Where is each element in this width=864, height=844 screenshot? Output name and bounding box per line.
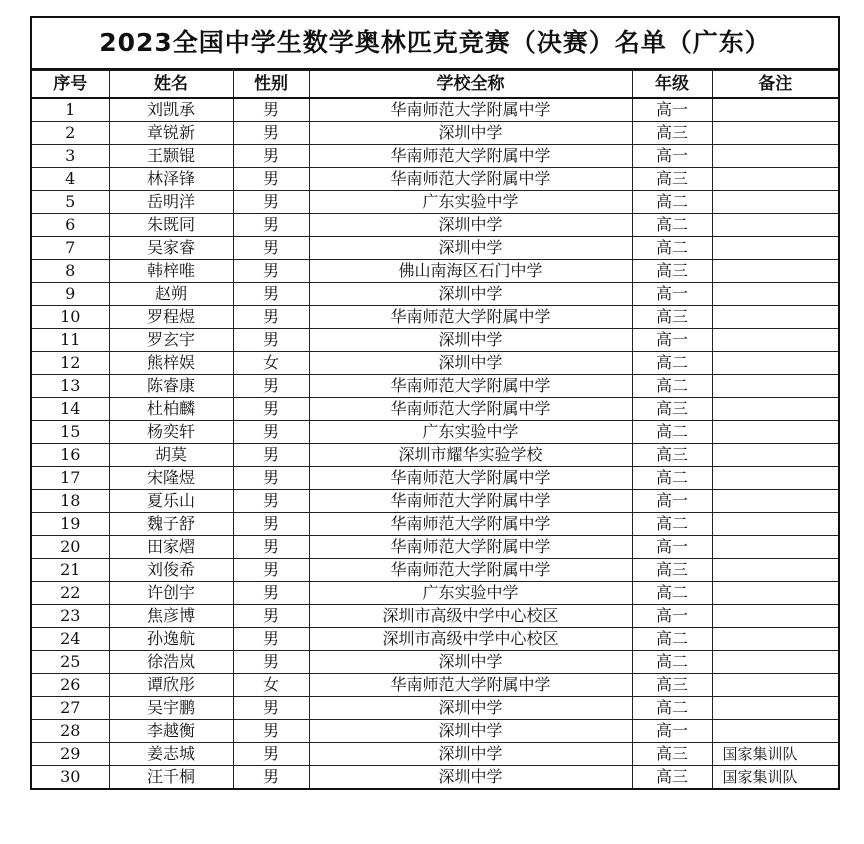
cell-school: 华南师范大学附属中学: [309, 559, 632, 582]
table-row: [32, 98, 838, 122]
cell-school: 华南师范大学附属中学: [309, 98, 632, 122]
cell-gender: 男: [233, 697, 309, 720]
header-grade: 年级: [632, 71, 712, 99]
cell-note: [712, 237, 838, 260]
cell-grade: 高一: [632, 720, 712, 743]
cell-note: [712, 559, 838, 582]
cell-note: [712, 605, 838, 628]
table-row: [32, 329, 838, 352]
cell-no: 20: [32, 536, 109, 559]
cell-gender: 男: [233, 513, 309, 536]
cell-note: [712, 168, 838, 191]
table-row: [32, 145, 838, 168]
cell-no: 11: [32, 329, 109, 352]
table-row: [32, 398, 838, 421]
cell-school: 深圳中学: [309, 697, 632, 720]
cell-note: [712, 490, 838, 513]
cell-no: 30: [32, 766, 109, 789]
cell-gender: 男: [233, 375, 309, 398]
cell-note: 国家集训队: [712, 766, 838, 789]
cell-note: [712, 720, 838, 743]
table-row: [32, 191, 838, 214]
cell-school: 深圳中学: [309, 283, 632, 306]
cell-grade: 高二: [632, 352, 712, 375]
table-row: [32, 720, 838, 743]
cell-no: 29: [32, 743, 109, 766]
cell-no: 22: [32, 582, 109, 605]
cell-note: [712, 628, 838, 651]
table-row: [32, 122, 838, 145]
cell-name: 吴家睿: [109, 237, 233, 260]
cell-gender: 男: [233, 651, 309, 674]
cell-no: 15: [32, 421, 109, 444]
cell-no: 19: [32, 513, 109, 536]
cell-school: 深圳中学: [309, 766, 632, 789]
cell-name: 徐浩岚: [109, 651, 233, 674]
cell-school: 华南师范大学附属中学: [309, 467, 632, 490]
cell-no: 12: [32, 352, 109, 375]
cell-no: 28: [32, 720, 109, 743]
cell-name: 田家熠: [109, 536, 233, 559]
cell-school: 华南师范大学附属中学: [309, 398, 632, 421]
cell-gender: 女: [233, 674, 309, 697]
table-row: [32, 260, 838, 283]
cell-school: 华南师范大学附属中学: [309, 536, 632, 559]
table-row: [32, 651, 838, 674]
cell-no: 3: [32, 145, 109, 168]
cell-no: 4: [32, 168, 109, 191]
cell-name: 王颢锟: [109, 145, 233, 168]
cell-no: 26: [32, 674, 109, 697]
cell-no: 13: [32, 375, 109, 398]
cell-gender: 男: [233, 444, 309, 467]
table-row: [32, 513, 838, 536]
cell-name: 熊梓娱: [109, 352, 233, 375]
cell-gender: 男: [233, 168, 309, 191]
cell-gender: 男: [233, 122, 309, 145]
cell-grade: 高三: [632, 260, 712, 283]
cell-grade: 高三: [632, 122, 712, 145]
header-note: 备注: [712, 71, 838, 99]
cell-grade: 高二: [632, 421, 712, 444]
table-row: [32, 490, 838, 513]
cell-school: 深圳市耀华实验学校: [309, 444, 632, 467]
cell-gender: 男: [233, 490, 309, 513]
cell-note: [712, 306, 838, 329]
cell-no: 6: [32, 214, 109, 237]
cell-note: [712, 398, 838, 421]
cell-no: 17: [32, 467, 109, 490]
cell-school: 广东实验中学: [309, 191, 632, 214]
cell-name: 韩梓唯: [109, 260, 233, 283]
header-name: 姓名: [109, 71, 233, 99]
cell-school: 深圳市高级中学中心校区: [309, 628, 632, 651]
cell-grade: 高二: [632, 467, 712, 490]
cell-name: 李越衡: [109, 720, 233, 743]
cell-note: [712, 536, 838, 559]
cell-no: 23: [32, 605, 109, 628]
cell-name: 朱既同: [109, 214, 233, 237]
cell-grade: 高二: [632, 697, 712, 720]
cell-gender: 男: [233, 191, 309, 214]
cell-gender: 男: [233, 766, 309, 789]
cell-no: 8: [32, 260, 109, 283]
cell-name: 刘俊希: [109, 559, 233, 582]
cell-gender: 男: [233, 467, 309, 490]
cell-grade: 高二: [632, 214, 712, 237]
cell-name: 魏子舒: [109, 513, 233, 536]
cell-name: 焦彦博: [109, 605, 233, 628]
cell-note: [712, 329, 838, 352]
cell-school: 深圳中学: [309, 122, 632, 145]
cell-grade: 高三: [632, 398, 712, 421]
cell-note: [712, 651, 838, 674]
cell-gender: 男: [233, 605, 309, 628]
table-row: [32, 628, 838, 651]
cell-no: 2: [32, 122, 109, 145]
cell-name: 陈睿康: [109, 375, 233, 398]
cell-note: [712, 260, 838, 283]
cell-gender: 女: [233, 352, 309, 375]
cell-note: 国家集训队: [712, 743, 838, 766]
cell-note: [712, 444, 838, 467]
cell-school: 深圳中学: [309, 720, 632, 743]
cell-name: 林泽锋: [109, 168, 233, 191]
cell-name: 孙逸航: [109, 628, 233, 651]
table-row: [32, 697, 838, 720]
cell-name: 赵朔: [109, 283, 233, 306]
cell-note: [712, 98, 838, 122]
header-school: 学校全称: [309, 71, 632, 99]
cell-gender: 男: [233, 536, 309, 559]
cell-gender: 男: [233, 398, 309, 421]
table-row: [32, 421, 838, 444]
cell-name: 汪千桐: [109, 766, 233, 789]
table-row: [32, 352, 838, 375]
cell-grade: 高一: [632, 536, 712, 559]
cell-school: 华南师范大学附属中学: [309, 513, 632, 536]
cell-school: 华南师范大学附属中学: [309, 168, 632, 191]
cell-grade: 高三: [632, 674, 712, 697]
cell-name: 杨奕轩: [109, 421, 233, 444]
cell-grade: 高二: [632, 651, 712, 674]
cell-note: [712, 214, 838, 237]
cell-grade: 高一: [632, 98, 712, 122]
cell-gender: 男: [233, 306, 309, 329]
cell-note: [712, 122, 838, 145]
roster-body: [32, 98, 838, 788]
cell-no: 27: [32, 697, 109, 720]
table-row: [32, 375, 838, 398]
cell-school: 华南师范大学附属中学: [309, 375, 632, 398]
cell-gender: 男: [233, 237, 309, 260]
cell-grade: 高三: [632, 306, 712, 329]
table-row: [32, 559, 838, 582]
cell-note: [712, 352, 838, 375]
cell-note: [712, 145, 838, 168]
cell-name: 姜志城: [109, 743, 233, 766]
cell-name: 罗程煜: [109, 306, 233, 329]
cell-school: 广东实验中学: [309, 582, 632, 605]
cell-note: [712, 513, 838, 536]
cell-grade: 高二: [632, 191, 712, 214]
cell-no: 25: [32, 651, 109, 674]
cell-gender: 男: [233, 559, 309, 582]
cell-no: 9: [32, 283, 109, 306]
cell-school: 深圳中学: [309, 743, 632, 766]
cell-school: 华南师范大学附属中学: [309, 490, 632, 513]
cell-school: 深圳中学: [309, 237, 632, 260]
cell-no: 5: [32, 191, 109, 214]
cell-grade: 高二: [632, 237, 712, 260]
table-row: [32, 283, 838, 306]
header-no: 序号: [32, 71, 109, 99]
cell-school: 深圳中学: [309, 651, 632, 674]
cell-no: 16: [32, 444, 109, 467]
cell-gender: 男: [233, 582, 309, 605]
header-gender: 性别: [233, 71, 309, 99]
table-row: [32, 536, 838, 559]
cell-grade: 高二: [632, 628, 712, 651]
header-row: [32, 71, 838, 99]
cell-gender: 男: [233, 283, 309, 306]
cell-no: 14: [32, 398, 109, 421]
cell-name: 罗玄宇: [109, 329, 233, 352]
cell-gender: 男: [233, 743, 309, 766]
table-row: [32, 605, 838, 628]
cell-grade: 高三: [632, 766, 712, 789]
cell-grade: 高二: [632, 582, 712, 605]
cell-name: 宋隆煜: [109, 467, 233, 490]
cell-note: [712, 191, 838, 214]
cell-name: 夏乐山: [109, 490, 233, 513]
cell-school: 华南师范大学附属中学: [309, 306, 632, 329]
cell-gender: 男: [233, 260, 309, 283]
cell-gender: 男: [233, 329, 309, 352]
cell-grade: 高三: [632, 168, 712, 191]
table-row: [32, 237, 838, 260]
cell-name: 章锐新: [109, 122, 233, 145]
cell-name: 吴宇鹏: [109, 697, 233, 720]
cell-name: 岳明洋: [109, 191, 233, 214]
cell-no: 18: [32, 490, 109, 513]
table-row: [32, 582, 838, 605]
table-row: [32, 168, 838, 191]
table-row: [32, 214, 838, 237]
cell-note: [712, 582, 838, 605]
cell-grade: 高二: [632, 375, 712, 398]
table-row: [32, 306, 838, 329]
cell-note: [712, 467, 838, 490]
cell-name: 谭欣彤: [109, 674, 233, 697]
cell-note: [712, 674, 838, 697]
roster-table: [32, 70, 838, 788]
cell-name: 刘凯承: [109, 98, 233, 122]
cell-note: [712, 375, 838, 398]
cell-grade: 高三: [632, 444, 712, 467]
cell-grade: 高一: [632, 283, 712, 306]
cell-no: 24: [32, 628, 109, 651]
cell-no: 7: [32, 237, 109, 260]
table-row: [32, 444, 838, 467]
cell-grade: 高一: [632, 145, 712, 168]
cell-school: 深圳市高级中学中心校区: [309, 605, 632, 628]
cell-school: 深圳中学: [309, 329, 632, 352]
cell-name: 胡莫: [109, 444, 233, 467]
cell-gender: 男: [233, 720, 309, 743]
cell-grade: 高二: [632, 513, 712, 536]
table-row: [32, 743, 838, 766]
cell-grade: 高一: [632, 490, 712, 513]
table-row: [32, 766, 838, 789]
cell-note: [712, 283, 838, 306]
cell-school: 华南师范大学附属中学: [309, 145, 632, 168]
cell-gender: 男: [233, 145, 309, 168]
table-row: [32, 467, 838, 490]
cell-gender: 男: [233, 214, 309, 237]
cell-note: [712, 421, 838, 444]
cell-name: 许创宇: [109, 582, 233, 605]
document-title: 2023全国中学生数学奥林匹克竞赛（决赛）名单（广东）: [32, 18, 838, 70]
cell-no: 21: [32, 559, 109, 582]
cell-school: 华南师范大学附属中学: [309, 674, 632, 697]
cell-gender: 男: [233, 98, 309, 122]
cell-school: 深圳中学: [309, 214, 632, 237]
cell-no: 10: [32, 306, 109, 329]
cell-gender: 男: [233, 421, 309, 444]
cell-grade: 高三: [632, 743, 712, 766]
roster-sheet: [30, 16, 840, 790]
cell-name: 杜柏麟: [109, 398, 233, 421]
cell-no: 1: [32, 98, 109, 122]
cell-grade: 高一: [632, 329, 712, 352]
table-row: [32, 674, 838, 697]
cell-grade: 高三: [632, 559, 712, 582]
cell-school: 广东实验中学: [309, 421, 632, 444]
cell-school: 深圳中学: [309, 352, 632, 375]
cell-grade: 高一: [632, 605, 712, 628]
cell-note: [712, 697, 838, 720]
cell-gender: 男: [233, 628, 309, 651]
cell-school: 佛山南海区石门中学: [309, 260, 632, 283]
